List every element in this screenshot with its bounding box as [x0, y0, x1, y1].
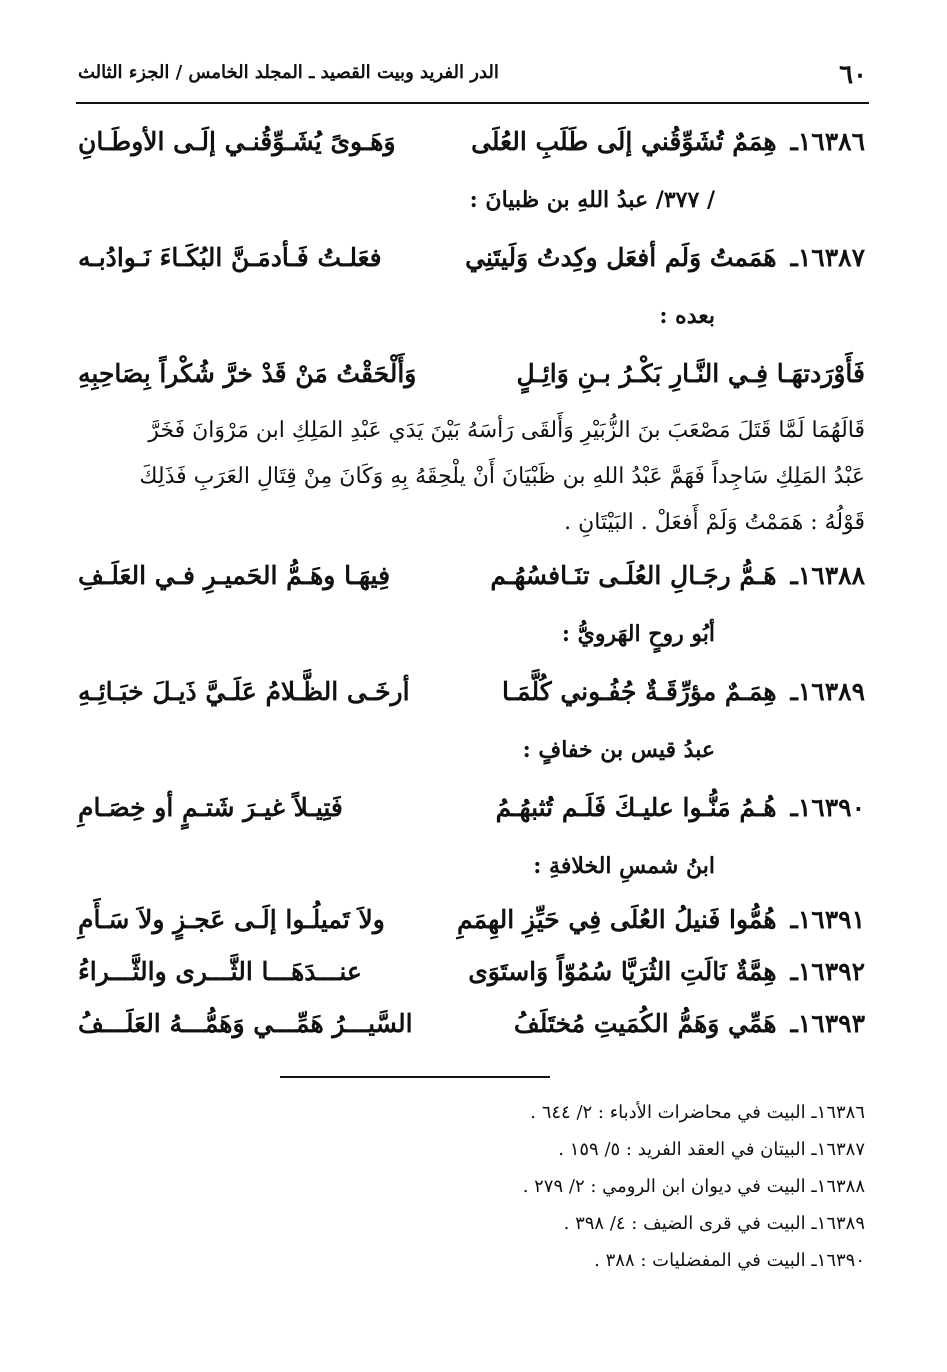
second-hemistich: أرخَـى الظَّـلامُ عَلَـيَّ ذَيـلَ خبَـائِـهِ [78, 677, 410, 706]
footnote: ١٦٣٨٧ـ البيتان في العقد الفريد : ٥/ ١٥٩ . [558, 1139, 865, 1160]
verse-number: ١٦٣٩١ـ [790, 905, 865, 934]
verse-number: ١٦٣٨٩ـ [790, 677, 865, 706]
first-hemistich: هِمَمٌ تُشَوِّقُني إلَى طَلَبِ العُلَى [471, 127, 777, 156]
prose-commentary [78, 404, 865, 546]
verse-16393 [78, 998, 865, 1050]
verse-number: ١٦٣٨٨ـ [790, 561, 865, 590]
footnote: ١٦٣٨٩ـ البيت في قرى الضيف : ٤/ ٣٩٨ . [563, 1213, 865, 1234]
footnote: ١٦٣٩٠ـ البيت في المفضليات : ٣٨٨ . [594, 1250, 865, 1271]
first-hemistich: هِمَـمٌ مؤرِّقَـةٌ جُفُـوني كُلَّمَـا [502, 677, 777, 706]
header-rule [76, 102, 869, 104]
poet-attribution: ابنُ شمسِ الخلافةِ : [533, 853, 715, 879]
verse-16386 [78, 112, 865, 172]
second-hemistich: فَتِيـلاً غيـرَ شَتـمٍ أو خِصَـامِ [78, 793, 343, 822]
first-hemistich: هَمِّي وَهَمُّ الكُمَيتِ مُختَلَفُ [513, 1009, 777, 1038]
verse-number: ١٦٣٩٢ـ [790, 957, 865, 986]
first-hemistich: هَـمُّ رجَـالِ العُلَـى تنَـافسُهُـم [490, 561, 777, 590]
first-hemistich: هِمَّةٌ نَالَتِ الثُرَيَّا سُمُوّاً وَاستَوَى [468, 957, 777, 986]
poet-attribution: / ٣٧٧/ عبدُ اللهِ بن ظبيانَ : [469, 187, 715, 213]
prose-line: عَبْدُ المَلِكِ سَاجِداً فَهَمَّ عَبْدُ اللهِ بن ظَبْيَانَ أَنْ يلْحِقَهُ بِهِ وَكَانَ مِنْ قِتَالِ العَرَبِ فَذَلِكَ [139, 464, 865, 489]
poet-attribution: عبدُ قيس بن خفافٍ : [522, 737, 715, 763]
verse-unnumbered [78, 344, 865, 404]
verse-16390 [78, 778, 865, 838]
footnote-rule [280, 1076, 550, 1078]
footnotes [523, 1094, 865, 1279]
first-hemistich: فَأَوْرَدتهَـا فِـي النَّـارِ بَكْـرُ بـنِ وَائِـلٍ [516, 359, 865, 388]
page-header [78, 52, 867, 102]
page-number: ٦٠ [839, 60, 867, 90]
second-hemistich: السَّيـــرُ هَمِّـــي وَهَمُّـــهُ العَلَـــفُ [78, 1009, 413, 1038]
first-hemistich: هُـمُ مَنُّـوا عليـكَ فَلَـم تُثبهُـمُ [495, 793, 777, 822]
prose-line: قَوْلُهُ : هَمَمْتُ وَلَمْ أَفعَلْ . البَيْتَانِ . [564, 510, 865, 535]
verse-16392 [78, 946, 865, 998]
second-hemistich: فعَلـتُ فَـأدمَـنَّ البُكَـاءَ نَـوادُبـه [78, 243, 382, 272]
footnote: ١٦٣٨٦ـ البيت في محاضرات الأدباء : ٢/ ٦٤٤ . [530, 1102, 865, 1123]
poet-attribution: أبُو روحٍ الهَرويُّ : [561, 621, 715, 647]
prose-line: قَالَهُمَا لَمَّا قَتَلَ مَصْعَبَ بنَ الزُّبَيْرِ وَأَلقَى رَأسَهُ بَيْنَ يَدَي عَبْدِ المَلِكِ ابن مَرْوَانَ فَخَرَّ [148, 418, 865, 443]
verse-16388 [78, 546, 865, 606]
second-hemistich: ولاَ تَميلُـوا إلَـى عَجـزٍ ولاَ سَـأَمِ [78, 905, 385, 934]
verse-16391 [78, 894, 865, 946]
first-hemistich: هَمَمتُ وَلَم أفعَل وكِدتُ وَلَيتَنِي [465, 243, 777, 272]
verse-number: ١٦٣٨٧ـ [790, 243, 865, 272]
verse-16387 [78, 228, 865, 288]
section-label: بعده : [659, 303, 715, 329]
verse-number: ١٦٣٩٠ـ [790, 793, 865, 822]
second-hemistich: فِيهَـا وهَـمُّ الحَميـرِ فـي العَلَـفِ [78, 561, 391, 590]
second-hemistich: عنـــدَهَـــا الثَّـــرى والثَّـــراءُ [78, 957, 362, 986]
verse-16389 [78, 662, 865, 722]
running-title: الدر الفريد وبيت القصيد ـ المجلد الخامس / الجزء الثالث [78, 62, 499, 83]
second-hemistich: وَأَلْحَقْتُ مَنْ قَدْ خرَّ شُكْراً بِصَاحِبِهِ [78, 359, 417, 388]
footnote: ١٦٣٨٨ـ البيت في ديوان ابن الرومي : ٢/ ٢٧٩ . [522, 1176, 865, 1197]
second-hemistich: وَهَـوىً يُشَـوِّقُنـي إلَـى الأوطَـانِ [78, 127, 396, 156]
first-hemistich: هُمُّوا فَنيلُ العُلَى فِي حَيِّزِ الهِمَمِ [457, 905, 777, 934]
page-body [78, 112, 865, 1050]
verse-number: ١٦٣٨٦ـ [790, 127, 865, 156]
verse-number: ١٦٣٩٣ـ [790, 1009, 865, 1038]
